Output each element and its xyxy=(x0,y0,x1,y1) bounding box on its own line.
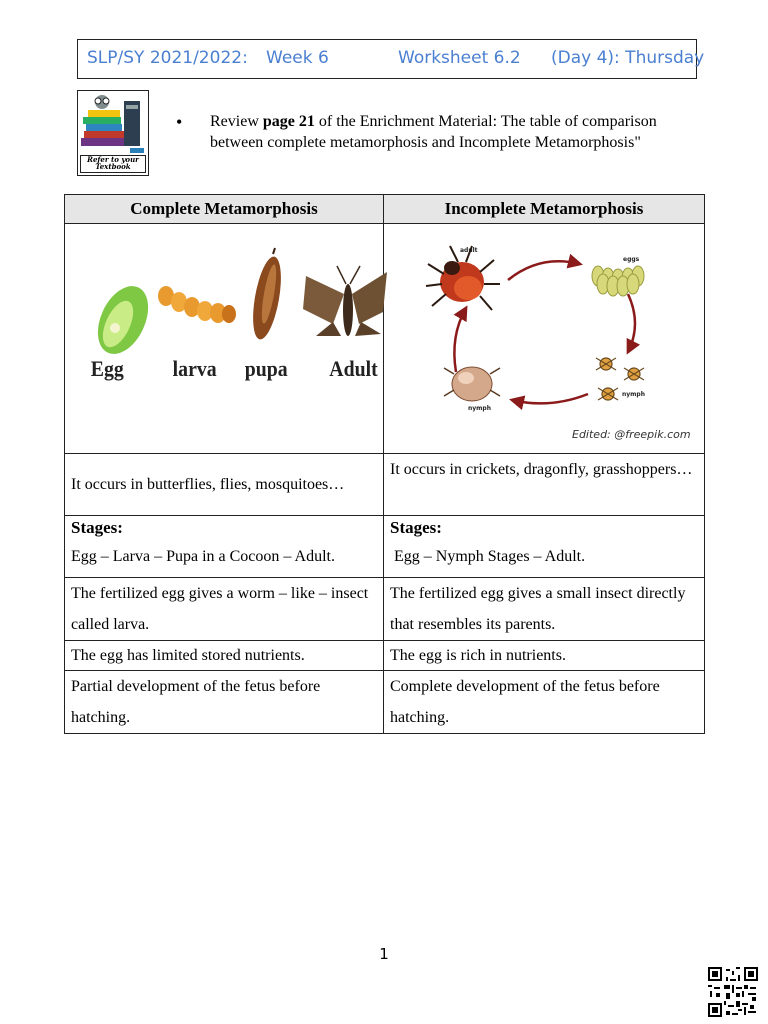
incomplete-occurrence-text: It occurs in crickets, dragonfly, grasshoppers… xyxy=(390,461,693,478)
complete-fertilized-egg-cell xyxy=(65,578,384,641)
review-instruction xyxy=(210,111,710,153)
incomplete-stages-label: Stages: xyxy=(390,518,442,537)
nymph-engorged-icon xyxy=(444,367,500,401)
incomplete-nutrients-cell xyxy=(384,641,705,671)
page-number: 1 xyxy=(379,945,389,963)
incomplete-nutrients-text: The egg is rich in nutrients. xyxy=(390,647,566,664)
nymph-right-cycle-label: nymph xyxy=(622,391,646,398)
complete-nutrients-text: The egg has limited stored nutrients. xyxy=(71,647,305,664)
incomplete-metamorphosis-illustration xyxy=(384,224,705,454)
page-reference: page 21 xyxy=(262,113,315,130)
incomplete-stages-cell xyxy=(384,516,705,578)
incomplete-metamorphosis-header: Incomplete Metamorphosis xyxy=(384,195,705,224)
incomplete-fertilized-egg-cell xyxy=(384,578,705,641)
week-label: Week 6 xyxy=(266,48,329,68)
adult-cycle-label: adult xyxy=(460,247,478,254)
worksheet-header xyxy=(77,39,705,79)
incomplete-life-cycle-drawing xyxy=(390,224,710,448)
qr-code-icon xyxy=(708,967,758,1017)
books-icon xyxy=(78,91,147,155)
day-label: (Day 4): Thursday xyxy=(551,48,705,68)
textbook-caption xyxy=(80,155,146,173)
larva-icon xyxy=(158,286,236,323)
complete-life-cycle-drawing xyxy=(71,224,389,448)
refer-to-textbook-image xyxy=(77,90,149,176)
incomplete-occurrence-cell xyxy=(384,454,705,516)
caption-line-2: Textbook xyxy=(95,162,131,171)
incomplete-development-text: Complete development of the fetus before hatching. xyxy=(390,678,660,726)
incomplete-fertilized-egg-text: The fertilized egg gives a small insect directly that resembles its parents. xyxy=(390,585,686,633)
complete-metamorphosis-illustration xyxy=(65,224,384,454)
caption-line-1: Refer to your xyxy=(87,155,139,164)
complete-stages-label: Stages: xyxy=(71,518,123,537)
adult-stage-label: Adult xyxy=(329,356,378,382)
eggs-cycle-label: eggs xyxy=(623,256,640,263)
complete-stages-sequence: Egg – Larva – Pupa in a Cocoon – Adult. xyxy=(71,548,335,565)
incomplete-development-cell xyxy=(384,671,705,734)
review-suffix: of the Enrichment Material: The table of comparison between complete metamorphosis and Incomplete Metamorphosis" xyxy=(210,113,657,151)
egg-icon xyxy=(88,278,158,362)
bullet-icon: • xyxy=(176,112,183,132)
complete-fertilized-egg-text: The fertilized egg gives a worm – like – insect called larva. xyxy=(71,585,369,633)
complete-stages-cell xyxy=(65,516,384,578)
school-year-label: SLP/SY 2021/2022: xyxy=(87,48,248,68)
worksheet-label: Worksheet 6.2 xyxy=(398,48,521,68)
complete-development-text: Partial development of the fetus before hatching. xyxy=(71,678,321,726)
adult-moth-icon xyxy=(303,266,387,336)
pupa-stage-label: pupa xyxy=(244,356,288,382)
larva-stage-label: larva xyxy=(172,356,217,382)
review-prefix: Review xyxy=(210,113,263,130)
adult-tick-icon xyxy=(426,246,500,310)
incomplete-stages-sequence: Egg – Nymph Stages – Adult. xyxy=(390,548,586,565)
egg-stage-label: Egg xyxy=(90,356,124,382)
pupa-icon xyxy=(248,248,286,341)
complete-occurrence-cell xyxy=(65,454,384,516)
comparison-table xyxy=(64,194,705,734)
eggs-cluster-icon xyxy=(592,266,644,296)
complete-nutrients-cell xyxy=(65,641,384,671)
complete-development-cell xyxy=(65,671,384,734)
complete-metamorphosis-header: Complete Metamorphosis xyxy=(65,195,384,224)
image-credit: Edited: @freepik.com xyxy=(572,428,691,441)
complete-occurrence-text: It occurs in butterflies, flies, mosquitoes… xyxy=(71,475,345,493)
nymph-left-cycle-label: nymph xyxy=(468,405,492,412)
